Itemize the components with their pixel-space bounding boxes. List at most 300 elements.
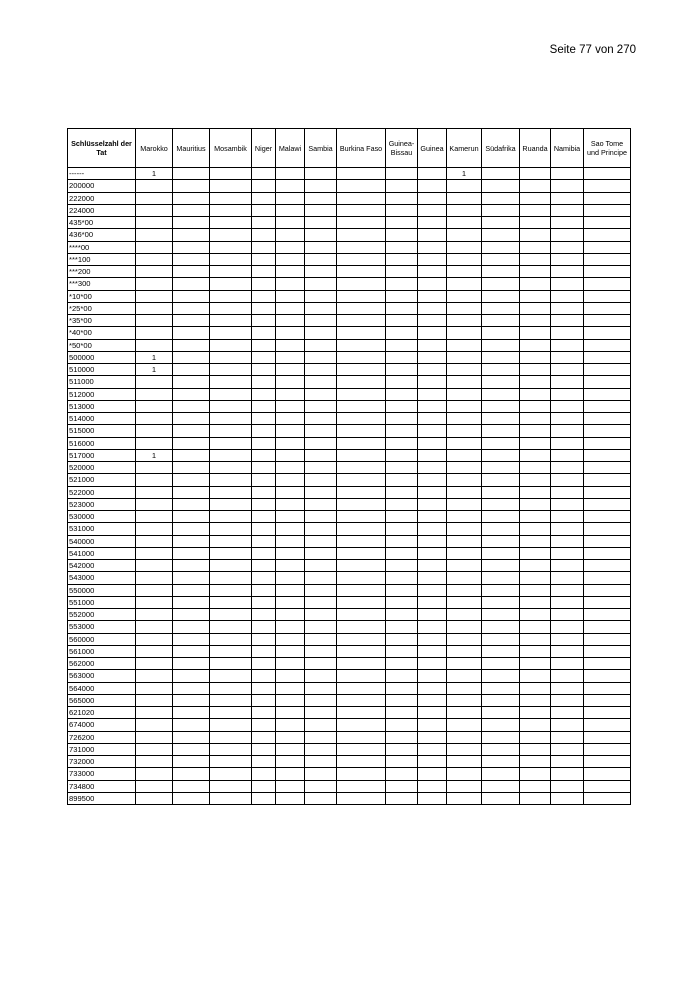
table-cell — [337, 658, 386, 670]
table-cell — [520, 584, 551, 596]
row-key-cell: 530000 — [68, 511, 136, 523]
table-cell — [337, 388, 386, 400]
table-cell — [482, 302, 520, 314]
table-cell — [386, 498, 418, 510]
table-cell — [173, 241, 210, 253]
table-row — [68, 658, 631, 670]
table-cell — [136, 523, 173, 535]
row-key-cell: 520000 — [68, 462, 136, 474]
table-cell — [482, 523, 520, 535]
table-cell — [386, 621, 418, 633]
table-cell — [305, 290, 337, 302]
table-cell — [386, 523, 418, 535]
table-cell — [136, 462, 173, 474]
row-key-cell: 563000 — [68, 670, 136, 682]
table-cell — [210, 596, 252, 608]
table-cell — [386, 780, 418, 792]
table-cell — [386, 351, 418, 363]
row-key-cell: 541000 — [68, 547, 136, 559]
table-row — [68, 572, 631, 584]
table-cell — [136, 290, 173, 302]
table-cell — [337, 535, 386, 547]
table-cell — [418, 388, 447, 400]
table-cell — [305, 584, 337, 596]
table-cell — [584, 645, 631, 657]
row-key-cell: 515000 — [68, 425, 136, 437]
table-cell — [276, 682, 305, 694]
column-header: Ruanda — [520, 129, 551, 168]
table-cell — [447, 511, 482, 523]
table-cell — [418, 315, 447, 327]
table-cell — [252, 743, 276, 755]
table-cell — [551, 302, 584, 314]
table-cell — [136, 437, 173, 449]
table-cell — [252, 609, 276, 621]
column-header: Malawi — [276, 129, 305, 168]
table-row — [68, 511, 631, 523]
table-cell — [136, 768, 173, 780]
table-cell — [337, 670, 386, 682]
table-cell — [551, 780, 584, 792]
table-cell — [252, 364, 276, 376]
table-cell — [551, 351, 584, 363]
table-cell — [210, 437, 252, 449]
table-cell — [551, 645, 584, 657]
table-cell — [418, 339, 447, 351]
table-cell — [551, 241, 584, 253]
table-cell — [520, 449, 551, 461]
table-cell — [276, 376, 305, 388]
table-cell — [520, 535, 551, 547]
table-cell — [276, 511, 305, 523]
table-cell — [305, 511, 337, 523]
table-row — [68, 229, 631, 241]
table-cell — [173, 217, 210, 229]
table-cell — [276, 498, 305, 510]
table-cell — [520, 621, 551, 633]
table-cell — [447, 780, 482, 792]
table-cell — [386, 180, 418, 192]
table-cell — [520, 498, 551, 510]
table-cell — [584, 694, 631, 706]
table-cell — [305, 437, 337, 449]
table-cell — [418, 621, 447, 633]
table-cell — [447, 694, 482, 706]
table-cell — [252, 792, 276, 804]
table-cell — [551, 658, 584, 670]
table-cell — [447, 290, 482, 302]
table-cell — [447, 253, 482, 265]
table-cell — [136, 621, 173, 633]
table-cell: 1 — [136, 168, 173, 180]
table-cell — [210, 609, 252, 621]
table-cell — [386, 756, 418, 768]
table-cell — [482, 449, 520, 461]
table-cell — [276, 388, 305, 400]
table-cell — [252, 756, 276, 768]
table-cell — [252, 486, 276, 498]
table-cell — [276, 192, 305, 204]
table-cell — [337, 731, 386, 743]
table-cell — [551, 609, 584, 621]
table-cell — [584, 351, 631, 363]
column-header: Niger — [252, 129, 276, 168]
table-cell — [276, 584, 305, 596]
table-cell — [551, 560, 584, 572]
table-cell — [418, 731, 447, 743]
table-cell — [136, 498, 173, 510]
row-key-cell: 560000 — [68, 633, 136, 645]
table-cell — [447, 241, 482, 253]
table-cell — [584, 572, 631, 584]
table-cell — [210, 168, 252, 180]
table-cell — [447, 572, 482, 584]
table-cell — [136, 658, 173, 670]
table-cell — [447, 229, 482, 241]
table-row — [68, 523, 631, 535]
table-cell — [584, 302, 631, 314]
row-key-cell: 899500 — [68, 792, 136, 804]
table-row — [68, 621, 631, 633]
table-cell — [252, 707, 276, 719]
table-cell — [173, 180, 210, 192]
table-cell — [252, 241, 276, 253]
row-key-cell: ****00 — [68, 241, 136, 253]
table-cell — [447, 609, 482, 621]
row-key-cell: 551000 — [68, 596, 136, 608]
table-cell — [584, 327, 631, 339]
table-cell — [551, 670, 584, 682]
table-cell — [447, 204, 482, 216]
table-cell — [447, 743, 482, 755]
table-cell — [386, 168, 418, 180]
table-cell — [520, 572, 551, 584]
table-cell — [386, 535, 418, 547]
table-row — [68, 315, 631, 327]
row-key-cell: 726200 — [68, 731, 136, 743]
table-cell — [252, 180, 276, 192]
table-cell — [584, 388, 631, 400]
table-cell — [418, 229, 447, 241]
table-cell — [482, 425, 520, 437]
table-cell — [386, 229, 418, 241]
table-cell — [337, 327, 386, 339]
table-cell — [337, 609, 386, 621]
table-cell — [136, 413, 173, 425]
table-cell — [386, 400, 418, 412]
table-cell — [447, 192, 482, 204]
table-cell — [551, 253, 584, 265]
table-row — [68, 486, 631, 498]
table-cell — [551, 339, 584, 351]
table-cell — [210, 731, 252, 743]
table-cell — [520, 192, 551, 204]
table-cell — [584, 743, 631, 755]
table-cell — [551, 523, 584, 535]
table-cell — [551, 792, 584, 804]
table-cell — [210, 621, 252, 633]
table-cell — [305, 278, 337, 290]
table-cell — [210, 327, 252, 339]
table-cell — [337, 168, 386, 180]
table-cell — [136, 609, 173, 621]
table-cell — [173, 364, 210, 376]
table-cell — [252, 682, 276, 694]
table-row — [68, 302, 631, 314]
table-cell — [305, 327, 337, 339]
table-cell — [252, 535, 276, 547]
table-cell — [418, 707, 447, 719]
table-cell — [482, 388, 520, 400]
table-cell — [386, 376, 418, 388]
table-cell — [305, 241, 337, 253]
table-cell — [447, 474, 482, 486]
row-key-cell: 517000 — [68, 449, 136, 461]
table-cell — [337, 498, 386, 510]
table-cell — [252, 572, 276, 584]
table-cell — [482, 376, 520, 388]
table-cell — [136, 241, 173, 253]
table-cell — [482, 229, 520, 241]
table-cell — [584, 768, 631, 780]
column-header: Kamerun — [447, 129, 482, 168]
table-cell — [584, 670, 631, 682]
table-cell — [252, 315, 276, 327]
table-cell — [584, 535, 631, 547]
table-cell — [136, 217, 173, 229]
table-cell — [173, 486, 210, 498]
table-cell — [252, 780, 276, 792]
table-cell — [305, 645, 337, 657]
table-cell — [305, 229, 337, 241]
table-cell — [551, 278, 584, 290]
table-cell — [276, 278, 305, 290]
table-cell — [584, 217, 631, 229]
table-cell — [418, 302, 447, 314]
table-cell — [482, 241, 520, 253]
table-cell — [418, 413, 447, 425]
table-cell — [252, 339, 276, 351]
table-cell — [418, 572, 447, 584]
table-cell — [173, 707, 210, 719]
row-key-cell: 562000 — [68, 658, 136, 670]
table-cell — [252, 449, 276, 461]
row-key-cell: 733000 — [68, 768, 136, 780]
table-cell — [173, 682, 210, 694]
table-cell — [173, 192, 210, 204]
table-cell — [447, 425, 482, 437]
table-cell — [386, 253, 418, 265]
table-cell — [520, 278, 551, 290]
table-cell — [305, 596, 337, 608]
table-cell — [173, 315, 210, 327]
table-cell — [482, 560, 520, 572]
table-cell — [173, 768, 210, 780]
table-cell — [482, 658, 520, 670]
table-cell — [136, 707, 173, 719]
row-key-cell: 543000 — [68, 572, 136, 584]
table-cell — [482, 670, 520, 682]
table-cell — [386, 547, 418, 559]
table-cell — [447, 731, 482, 743]
table-row — [68, 560, 631, 572]
table-cell — [386, 437, 418, 449]
table-cell — [520, 400, 551, 412]
table-cell — [337, 694, 386, 706]
table-cell — [276, 400, 305, 412]
table-cell — [173, 388, 210, 400]
table-cell — [252, 523, 276, 535]
table-cell — [386, 217, 418, 229]
table-cell — [418, 462, 447, 474]
table-cell — [276, 658, 305, 670]
table-cell — [418, 376, 447, 388]
table-cell — [173, 572, 210, 584]
table-cell — [276, 547, 305, 559]
table-cell — [520, 547, 551, 559]
row-key-cell: 552000 — [68, 609, 136, 621]
table-cell — [520, 694, 551, 706]
row-key-cell: 564000 — [68, 682, 136, 694]
table-cell — [520, 756, 551, 768]
table-cell — [276, 645, 305, 657]
table-row — [68, 645, 631, 657]
table-cell — [447, 266, 482, 278]
table-cell — [210, 180, 252, 192]
table-cell — [386, 290, 418, 302]
table-cell — [520, 462, 551, 474]
table-cell — [482, 498, 520, 510]
table-cell — [418, 547, 447, 559]
table-cell — [337, 596, 386, 608]
table-row — [68, 351, 631, 363]
table-cell — [337, 780, 386, 792]
table-row — [68, 670, 631, 682]
table-cell — [520, 425, 551, 437]
table-cell — [447, 437, 482, 449]
table-cell — [276, 253, 305, 265]
table-cell — [418, 327, 447, 339]
table-cell — [520, 658, 551, 670]
table-cell — [337, 229, 386, 241]
table-cell — [210, 413, 252, 425]
table-cell — [447, 486, 482, 498]
table-cell — [386, 792, 418, 804]
table-cell — [482, 180, 520, 192]
table-cell — [337, 682, 386, 694]
table-row — [68, 756, 631, 768]
table-cell — [276, 768, 305, 780]
table-cell — [276, 780, 305, 792]
table-cell — [305, 609, 337, 621]
table-cell — [520, 645, 551, 657]
table-cell — [418, 658, 447, 670]
table-cell — [337, 253, 386, 265]
table-cell — [584, 376, 631, 388]
row-key-cell: 621020 — [68, 707, 136, 719]
table-cell — [210, 658, 252, 670]
table-cell — [276, 413, 305, 425]
table-cell — [551, 266, 584, 278]
table-cell — [173, 621, 210, 633]
table-cell — [584, 621, 631, 633]
table-cell — [447, 339, 482, 351]
table-cell — [482, 315, 520, 327]
table-cell — [551, 596, 584, 608]
table-cell — [337, 180, 386, 192]
table-cell — [447, 413, 482, 425]
table-cell — [337, 425, 386, 437]
table-cell — [305, 792, 337, 804]
row-key-cell: 521000 — [68, 474, 136, 486]
table-cell — [210, 584, 252, 596]
table-cell — [418, 645, 447, 657]
table-cell — [210, 707, 252, 719]
table-cell — [136, 780, 173, 792]
table-cell — [482, 327, 520, 339]
table-cell — [386, 486, 418, 498]
table-cell — [210, 780, 252, 792]
table-cell — [136, 474, 173, 486]
table-cell — [551, 290, 584, 302]
table-cell — [584, 560, 631, 572]
table-cell — [276, 315, 305, 327]
table-cell — [482, 768, 520, 780]
table-cell — [447, 302, 482, 314]
table-cell — [252, 253, 276, 265]
table-cell — [447, 682, 482, 694]
table-cell — [305, 376, 337, 388]
table-cell — [276, 719, 305, 731]
table-cell — [418, 682, 447, 694]
table-cell — [447, 498, 482, 510]
table-cell — [386, 278, 418, 290]
table-cell — [418, 241, 447, 253]
table-cell — [584, 413, 631, 425]
table-cell — [337, 743, 386, 755]
table-cell — [482, 437, 520, 449]
table-cell — [136, 302, 173, 314]
column-header: Guinea-Bissau — [386, 129, 418, 168]
table-cell — [447, 376, 482, 388]
table-cell — [136, 572, 173, 584]
table-cell — [337, 290, 386, 302]
table-cell — [551, 756, 584, 768]
table-cell — [252, 719, 276, 731]
table-cell — [173, 645, 210, 657]
table-cell — [386, 327, 418, 339]
table-cell — [386, 633, 418, 645]
table-cell — [584, 633, 631, 645]
table-cell — [305, 547, 337, 559]
table-cell — [252, 694, 276, 706]
table-cell — [276, 266, 305, 278]
table-cell — [584, 596, 631, 608]
table-cell — [252, 204, 276, 216]
table-cell — [252, 670, 276, 682]
table-cell — [584, 780, 631, 792]
table-cell — [447, 400, 482, 412]
table-cell — [520, 229, 551, 241]
table-cell — [210, 217, 252, 229]
table-cell — [584, 229, 631, 241]
table-cell — [551, 633, 584, 645]
table-row — [68, 388, 631, 400]
table-cell — [386, 339, 418, 351]
table-cell — [305, 449, 337, 461]
table-cell — [447, 315, 482, 327]
table-cell — [482, 596, 520, 608]
